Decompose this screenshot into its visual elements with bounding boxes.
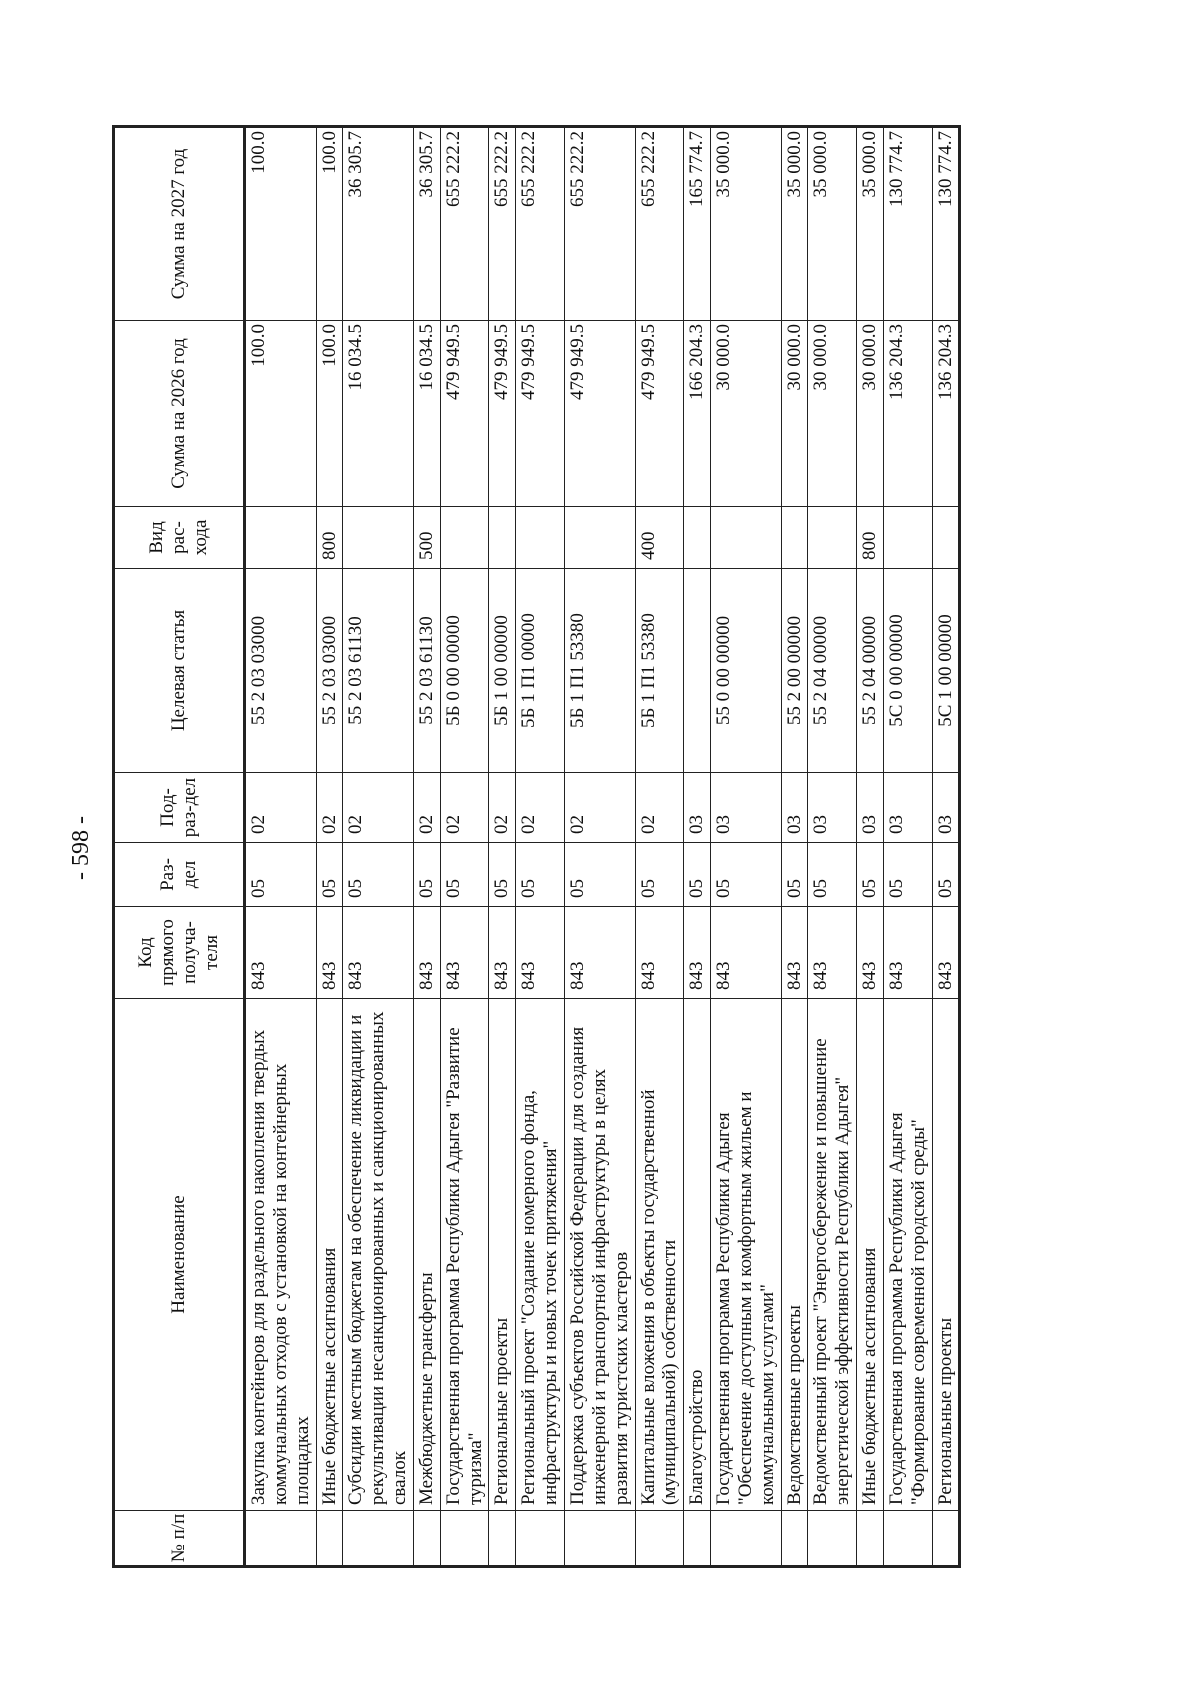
row-section: 05 bbox=[516, 843, 565, 907]
col-header-sum2026: Сумма на 2026 год bbox=[114, 321, 245, 507]
row-target-item: 5Б 1 П1 53380 bbox=[564, 569, 635, 773]
row-sum-2027: 36 305.7 bbox=[413, 127, 440, 321]
row-target-item: 5Б 1 00 00000 bbox=[489, 569, 516, 773]
table-row bbox=[440, 127, 489, 1567]
row-recipient-code: 843 bbox=[489, 907, 516, 999]
row-sum-2027: 36 305.7 bbox=[343, 127, 414, 321]
row-number bbox=[316, 1511, 343, 1567]
row-expense-type: 800 bbox=[857, 507, 884, 569]
row-expense-type bbox=[440, 507, 489, 569]
row-number bbox=[808, 1511, 857, 1567]
col-header-num: № п/п bbox=[114, 1511, 245, 1567]
table-row bbox=[245, 127, 317, 1567]
row-sum-2026: 136 204.3 bbox=[932, 321, 960, 507]
row-subsection: 02 bbox=[316, 773, 343, 843]
row-sum-2027: 35 000.0 bbox=[808, 127, 857, 321]
row-sum-2027: 35 000.0 bbox=[857, 127, 884, 321]
row-target-item: 55 2 04 00000 bbox=[808, 569, 857, 773]
row-target-item: 55 2 00 00000 bbox=[781, 569, 808, 773]
row-subsection: 02 bbox=[516, 773, 565, 843]
row-section: 05 bbox=[564, 843, 635, 907]
col-header-name: Наименование bbox=[114, 999, 245, 1511]
row-sum-2026: 136 204.3 bbox=[883, 321, 932, 507]
row-sum-2027: 35 000.0 bbox=[711, 127, 782, 321]
row-recipient-code: 843 bbox=[883, 907, 932, 999]
row-expense-type bbox=[343, 507, 414, 569]
row-sum-2027: 165 774.7 bbox=[684, 127, 711, 321]
row-section: 05 bbox=[413, 843, 440, 907]
row-subsection: 02 bbox=[343, 773, 414, 843]
row-number bbox=[857, 1511, 884, 1567]
row-section: 05 bbox=[781, 843, 808, 907]
row-sum-2027: 100.0 bbox=[316, 127, 343, 321]
row-sum-2027: 130 774.7 bbox=[883, 127, 932, 321]
row-target-item: 55 2 03 61130 bbox=[413, 569, 440, 773]
col-header-expense: Вид рас-хода bbox=[114, 507, 245, 569]
row-recipient-code: 843 bbox=[316, 907, 343, 999]
row-expense-type bbox=[489, 507, 516, 569]
row-number bbox=[413, 1511, 440, 1567]
row-subsection: 03 bbox=[711, 773, 782, 843]
row-section: 05 bbox=[711, 843, 782, 907]
row-recipient-code: 843 bbox=[932, 907, 960, 999]
row-subsection: 02 bbox=[635, 773, 684, 843]
row-number bbox=[711, 1511, 782, 1567]
row-number bbox=[489, 1511, 516, 1567]
row-name: Ведомственные проекты bbox=[781, 999, 808, 1511]
row-expense-type: 500 bbox=[413, 507, 440, 569]
table-row bbox=[343, 127, 414, 1567]
row-sum-2027: 655 222.2 bbox=[516, 127, 565, 321]
row-number bbox=[564, 1511, 635, 1567]
row-name: Региональные проекты bbox=[489, 999, 516, 1511]
row-number bbox=[781, 1511, 808, 1567]
row-recipient-code: 843 bbox=[413, 907, 440, 999]
row-target-item: 5Б 0 00 00000 bbox=[440, 569, 489, 773]
row-expense-type bbox=[516, 507, 565, 569]
row-name: Благоустройство bbox=[684, 999, 711, 1511]
row-name: Иные бюджетные ассигнования bbox=[316, 999, 343, 1511]
row-section: 05 bbox=[440, 843, 489, 907]
row-sum-2027: 655 222.2 bbox=[564, 127, 635, 321]
table-row bbox=[883, 127, 932, 1567]
col-header-target: Целевая статья bbox=[114, 569, 245, 773]
table-row bbox=[635, 127, 684, 1567]
row-target-item: 55 0 00 00000 bbox=[711, 569, 782, 773]
row-recipient-code: 843 bbox=[711, 907, 782, 999]
row-sum-2027: 655 222.2 bbox=[489, 127, 516, 321]
row-sum-2026: 30 000.0 bbox=[781, 321, 808, 507]
row-sum-2027: 130 774.7 bbox=[932, 127, 960, 321]
row-target-item: 55 2 04 00000 bbox=[857, 569, 884, 773]
row-recipient-code: 843 bbox=[343, 907, 414, 999]
row-sum-2026: 30 000.0 bbox=[857, 321, 884, 507]
row-subsection: 03 bbox=[883, 773, 932, 843]
row-sum-2026: 479 949.5 bbox=[440, 321, 489, 507]
row-target-item: 55 2 03 03000 bbox=[245, 569, 317, 773]
row-sum-2026: 479 949.5 bbox=[516, 321, 565, 507]
row-recipient-code: 843 bbox=[635, 907, 684, 999]
row-number bbox=[684, 1511, 711, 1567]
row-name: Государственная программа Республики Адыгея "Обеспечение доступным и комфортным жильем и коммунальными услугами" bbox=[711, 999, 782, 1511]
row-sum-2026: 16 034.5 bbox=[413, 321, 440, 507]
table-row bbox=[711, 127, 782, 1567]
row-section: 05 bbox=[857, 843, 884, 907]
row-recipient-code: 843 bbox=[440, 907, 489, 999]
row-recipient-code: 843 bbox=[808, 907, 857, 999]
row-sum-2026: 100.0 bbox=[245, 321, 317, 507]
row-section: 05 bbox=[316, 843, 343, 907]
row-number bbox=[883, 1511, 932, 1567]
row-subsection: 02 bbox=[489, 773, 516, 843]
row-subsection: 03 bbox=[808, 773, 857, 843]
row-number bbox=[635, 1511, 684, 1567]
row-sum-2026: 100.0 bbox=[316, 321, 343, 507]
row-number bbox=[343, 1511, 414, 1567]
row-expense-type bbox=[245, 507, 317, 569]
row-sum-2026: 30 000.0 bbox=[808, 321, 857, 507]
row-sum-2026: 16 034.5 bbox=[343, 321, 414, 507]
row-expense-type bbox=[883, 507, 932, 569]
row-expense-type bbox=[564, 507, 635, 569]
row-section: 05 bbox=[489, 843, 516, 907]
col-header-sum2027: Сумма на 2027 год bbox=[114, 127, 245, 321]
row-expense-type bbox=[711, 507, 782, 569]
row-subsection: 02 bbox=[245, 773, 317, 843]
row-expense-type bbox=[808, 507, 857, 569]
row-target-item: 5С 1 00 00000 bbox=[932, 569, 960, 773]
row-expense-type: 800 bbox=[316, 507, 343, 569]
row-recipient-code: 843 bbox=[516, 907, 565, 999]
row-recipient-code: 843 bbox=[245, 907, 317, 999]
col-header-section: Раз-дел bbox=[114, 843, 245, 907]
row-section: 05 bbox=[883, 843, 932, 907]
table-row bbox=[808, 127, 857, 1567]
row-section: 05 bbox=[932, 843, 960, 907]
row-sum-2027: 655 222.2 bbox=[440, 127, 489, 321]
row-name: Региональные проекты bbox=[932, 999, 960, 1511]
row-sum-2026: 479 949.5 bbox=[635, 321, 684, 507]
col-header-subsection: Под-раз-дел bbox=[114, 773, 245, 843]
table-row bbox=[781, 127, 808, 1567]
row-number bbox=[245, 1511, 317, 1567]
row-recipient-code: 843 bbox=[857, 907, 884, 999]
row-section: 05 bbox=[245, 843, 317, 907]
row-sum-2027: 100.0 bbox=[245, 127, 317, 321]
row-name: Поддержка субъектов Российской Федерации для создания инженерной и транспортной инфраструктуры в целях развития туристских кластеров bbox=[564, 999, 635, 1511]
row-subsection: 02 bbox=[440, 773, 489, 843]
row-name: Межбюджетные трансферты bbox=[413, 999, 440, 1511]
row-recipient-code: 843 bbox=[781, 907, 808, 999]
table-row bbox=[857, 127, 884, 1567]
row-number bbox=[932, 1511, 960, 1567]
row-subsection: 03 bbox=[857, 773, 884, 843]
row-expense-type bbox=[781, 507, 808, 569]
row-subsection: 02 bbox=[413, 773, 440, 843]
row-sum-2026: 30 000.0 bbox=[711, 321, 782, 507]
row-expense-type bbox=[932, 507, 960, 569]
header-row bbox=[114, 127, 245, 1567]
row-recipient-code: 843 bbox=[564, 907, 635, 999]
table-row bbox=[684, 127, 711, 1567]
row-name: Закупка контейнеров для раздельного накопления твердых коммунальных отходов с установкой на контейнерных площадках bbox=[245, 999, 317, 1511]
row-sum-2026: 479 949.5 bbox=[489, 321, 516, 507]
row-target-item: 5Б 1 П1 00000 bbox=[516, 569, 565, 773]
row-number bbox=[516, 1511, 565, 1567]
row-target-item: 55 2 03 03000 bbox=[316, 569, 343, 773]
table-row bbox=[516, 127, 565, 1567]
row-sum-2026: 479 949.5 bbox=[564, 321, 635, 507]
table-row bbox=[932, 127, 960, 1567]
table-row bbox=[413, 127, 440, 1567]
row-subsection: 03 bbox=[781, 773, 808, 843]
row-target-item: 55 2 03 61130 bbox=[343, 569, 414, 773]
row-subsection: 03 bbox=[684, 773, 711, 843]
row-name: Ведомственный проект "Энергосбережение и повышение энергетической эффективности Республики Адыгея" bbox=[808, 999, 857, 1511]
row-name: Капитальные вложения в объекты государственной (муниципальной) собственности bbox=[635, 999, 684, 1511]
row-subsection: 03 bbox=[932, 773, 960, 843]
row-section: 05 bbox=[343, 843, 414, 907]
row-section: 05 bbox=[635, 843, 684, 907]
row-section: 05 bbox=[808, 843, 857, 907]
row-expense-type bbox=[684, 507, 711, 569]
row-name: Региональный проект "Создание номерного фонда, инфраструктуры и новых точек притяжения" bbox=[516, 999, 565, 1511]
table-body bbox=[245, 127, 960, 1567]
table-row bbox=[316, 127, 343, 1567]
row-number bbox=[440, 1511, 489, 1567]
col-header-code: Код прямого получа-теля bbox=[114, 907, 245, 999]
row-sum-2027: 655 222.2 bbox=[635, 127, 684, 321]
row-sum-2026: 166 204.3 bbox=[684, 321, 711, 507]
row-section: 05 bbox=[684, 843, 711, 907]
row-target-item: 5С 0 00 00000 bbox=[883, 569, 932, 773]
row-expense-type: 400 bbox=[635, 507, 684, 569]
row-name: Государственная программа Республики Адыгея "Формирование современной городской среды" bbox=[883, 999, 932, 1511]
row-target-item bbox=[684, 569, 711, 773]
row-name: Иные бюджетные ассигнования bbox=[857, 999, 884, 1511]
row-recipient-code: 843 bbox=[684, 907, 711, 999]
row-name: Субсидии местным бюджетам на обеспечение ликвидации и рекультивации несанкционированных и санкционированных свалок bbox=[343, 999, 414, 1511]
row-name: Государственная программа Республики Адыгея "Развитие туризма" bbox=[440, 999, 489, 1511]
page-number: - 598 - bbox=[68, 816, 94, 880]
row-target-item: 5Б 1 П1 53380 bbox=[635, 569, 684, 773]
row-subsection: 02 bbox=[564, 773, 635, 843]
row-sum-2027: 35 000.0 bbox=[781, 127, 808, 321]
table-row bbox=[489, 127, 516, 1567]
budget-table bbox=[112, 125, 961, 1568]
table-row bbox=[564, 127, 635, 1567]
